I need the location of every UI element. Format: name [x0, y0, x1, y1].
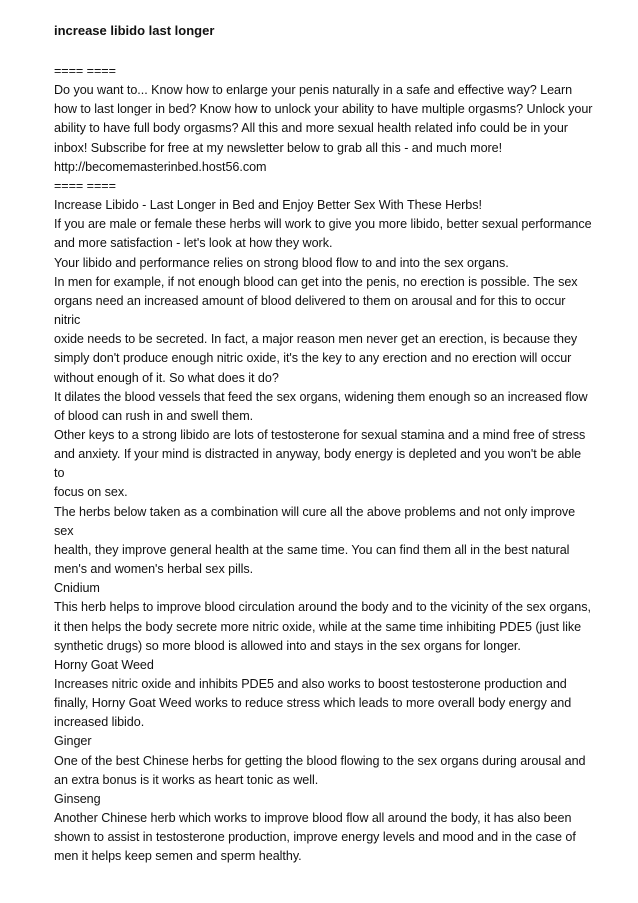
section-heading-cnidium: Cnidium	[54, 581, 100, 596]
text-line: It dilates the blood vessels that feed the sex organs, widening them enough so an increased flow	[54, 389, 588, 404]
text-line: ==== ====	[54, 178, 116, 193]
text-line: nitric	[54, 313, 81, 328]
text-line: of blood can rush in and swell them.	[54, 408, 254, 423]
section-heading-ginseng: Ginseng	[54, 791, 101, 806]
article-heading: Increase Libido - Last Longer in Bed and Enjoy Better Sex With These Herbs!	[54, 198, 482, 213]
text-line: an extra bonus is it works as heart tonic as well.	[54, 772, 319, 787]
text-line: The herbs below taken as a combination will cure all the above problems and not only improve	[54, 504, 576, 519]
text-line: shown to assist in testosterone production, improve energy levels and mood and in the case of	[54, 830, 576, 845]
section-heading-horny-goat-weed: Horny Goat Weed	[54, 657, 154, 672]
text-line: Other keys to a strong libido are lots of testosterone for sexual stamina and a mind free of stress	[54, 427, 586, 442]
text-line: and more satisfaction - let's look at how they work.	[54, 236, 333, 251]
text-line: focus on sex.	[54, 485, 128, 500]
text-line: In men for example, if not enough blood can get into the penis, no erection is possible. The sex	[54, 274, 578, 289]
text-line: health, they improve general health at the same time. You can find them all in the best natural	[54, 542, 570, 557]
section-heading-ginger: Ginger	[54, 734, 92, 749]
text-line: how to last longer in bed? Know how to unlock your ability to have multiple orgasms? Unlock your	[54, 102, 593, 117]
text-line: This herb helps to improve blood circulation around the body and to the vicinity of the sex organs,	[54, 600, 591, 615]
text-line: Increases nitric oxide and inhibits PDE5 and also works to boost testosterone production and	[54, 677, 567, 691]
newsletter-link[interactable]: http://becomemasterinbed.host56.com	[54, 159, 267, 174]
text-line: finally, Horny Goat Weed works to reduce stress which leads to more overall body energy and	[54, 696, 572, 711]
text-line: Your libido and performance relies on strong blood flow to and into the sex organs.	[54, 255, 509, 270]
text-line: simply don't produce enough nitric oxide, it's the key to any erection and no erection will occur	[54, 351, 572, 366]
text-line: oxide needs to be secreted. In fact, a major reason men never get an erection, is because they	[54, 332, 578, 347]
text-line: Do you want to... Know how to enlarge your penis naturally in a safe and effective way? Learn	[54, 83, 573, 98]
text-line: organs need an increased amount of blood delivered to them on arousal and for this to occur	[54, 293, 566, 308]
document-title: increase libido last longer	[54, 23, 215, 38]
text-line: inbox! Subscribe for free at my newsletter below to grab all this - and much more!	[54, 140, 503, 155]
document-page	[54, 22, 614, 867]
text-line: and anxiety. If your mind is distracted in anyway, body energy is depleted and you won't be able	[54, 447, 582, 462]
text-line: men's and women's herbal sex pills.	[54, 562, 254, 577]
text-line: to	[54, 466, 65, 481]
text-line: synthetic drugs) so more blood is allowed into and stays in the sex organs for longer.	[54, 638, 521, 653]
text-line: sex	[54, 523, 74, 538]
text-line: increased libido.	[54, 715, 145, 730]
text-line: If you are male or female these herbs will work to give you more libido, better sexual performance	[54, 217, 592, 232]
text-line: ==== ====	[54, 64, 116, 78]
text-line: One of the best Chinese herbs for getting the blood flowing to the sex organs during arousal and	[54, 753, 586, 768]
text-line: Another Chinese herb which works to improve blood flow all around the body, it has also been	[54, 811, 572, 826]
document-body	[54, 62, 614, 867]
text-line: without enough of it. So what does it do?	[54, 370, 279, 385]
text-line: ability to have full body orgasms? All this and more sexual health related info could be in your	[54, 121, 568, 136]
text-line: it then helps the body secrete more nitric oxide, while at the same time inhibiting PDE5 (just like	[54, 619, 582, 634]
text-line: men it helps keep semen and sperm healthy.	[54, 849, 302, 864]
